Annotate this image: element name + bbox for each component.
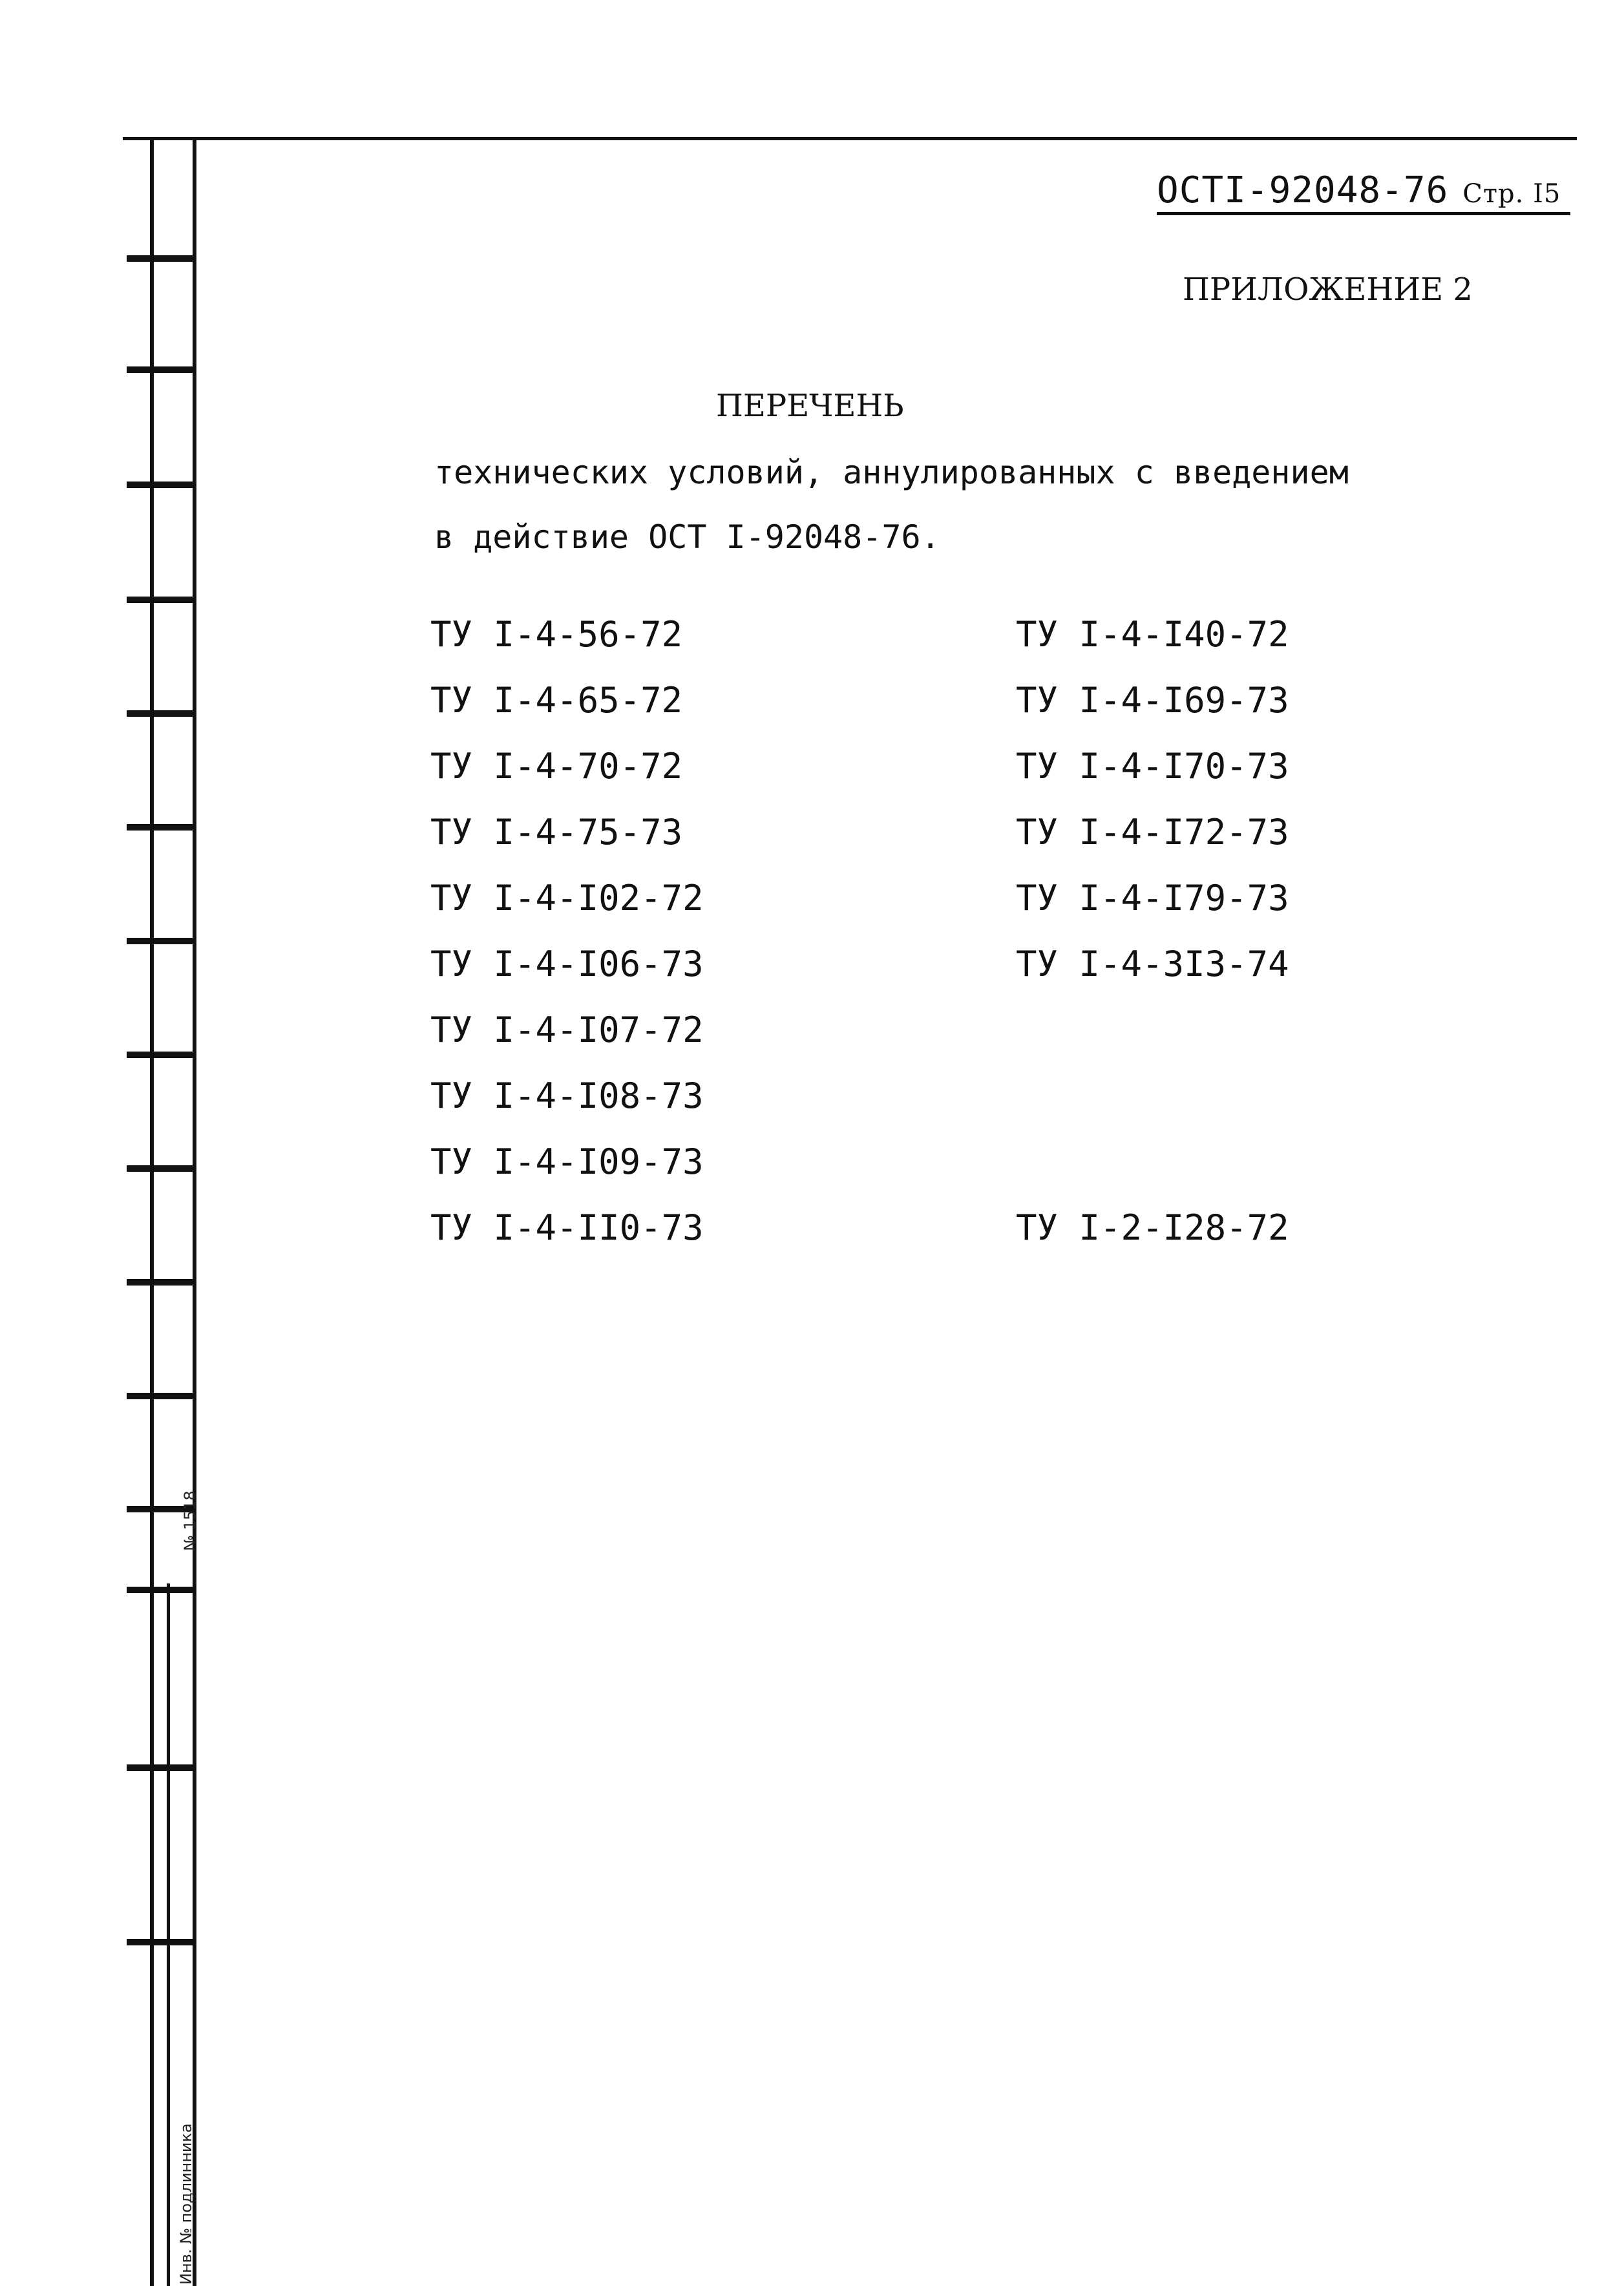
tu-item: ТУ I-4-3I3-74 [1016, 944, 1289, 984]
strip-stamp-label: № 1518 [181, 1490, 199, 1551]
strip-tick [127, 824, 196, 831]
strip-right-border [193, 137, 196, 2286]
tu-item: ТУ I-4-I69-73 [1016, 680, 1289, 721]
tu-item: ТУ I-4-I70-73 [1016, 746, 1289, 787]
tu-item: ТУ I-4-I08-73 [430, 1075, 704, 1116]
list-subtitle-line-2: в действие ОСТ I-92048-76. [434, 518, 940, 556]
appendix-label: ПРИЛОЖЕНИЕ 2 [1183, 271, 1473, 308]
top-rule [123, 137, 1577, 140]
tu-item: ТУ I-4-I07-72 [430, 1010, 704, 1050]
page-number-label: Стр. I5 [1462, 179, 1561, 209]
strip-tick [127, 366, 196, 373]
strip-tick [127, 482, 196, 488]
tu-item: ТУ I-4-I09-73 [430, 1141, 704, 1182]
header-underline [1157, 212, 1570, 215]
tu-item: ТУ I-4-I06-73 [430, 944, 704, 984]
tu-item-extra: ТУ I-2-I28-72 [1016, 1207, 1289, 1248]
strip-left-border [150, 137, 154, 2286]
strip-inventory-label: Инв. № подлинника [177, 2123, 195, 2285]
strip-lower-border [167, 1583, 170, 2286]
tu-item: ТУ I-4-70-72 [430, 746, 683, 787]
tu-item: ТУ I-4-I02-72 [430, 878, 704, 918]
strip-tick [127, 1165, 196, 1172]
strip-tick [127, 710, 196, 717]
strip-tick [127, 1587, 196, 1593]
list-title: ПЕРЕЧЕНЬ [716, 388, 904, 424]
document-code [1157, 169, 1561, 211]
strip-tick [127, 1052, 196, 1058]
strip-tick [127, 1764, 196, 1771]
tu-item: ТУ I-4-I40-72 [1016, 614, 1289, 655]
strip-tick [127, 1279, 196, 1286]
tu-item: ТУ I-4-56-72 [430, 614, 683, 655]
strip-tick [127, 1393, 196, 1399]
tu-item: ТУ I-4-I79-73 [1016, 878, 1289, 918]
tu-item: ТУ I-4-75-73 [430, 812, 683, 852]
doc-code-text: ОСТI-92048-76 [1157, 169, 1449, 211]
tu-item: ТУ I-4-65-72 [430, 680, 683, 721]
tu-item: ТУ I-4-II0-73 [430, 1207, 704, 1248]
strip-tick [127, 255, 196, 262]
strip-tick [127, 1939, 196, 1945]
strip-tick [127, 597, 196, 603]
list-subtitle-line-1: технических условий, аннулированных с введением [434, 454, 1349, 491]
tu-item: ТУ I-4-I72-73 [1016, 812, 1289, 852]
strip-tick [127, 938, 196, 944]
